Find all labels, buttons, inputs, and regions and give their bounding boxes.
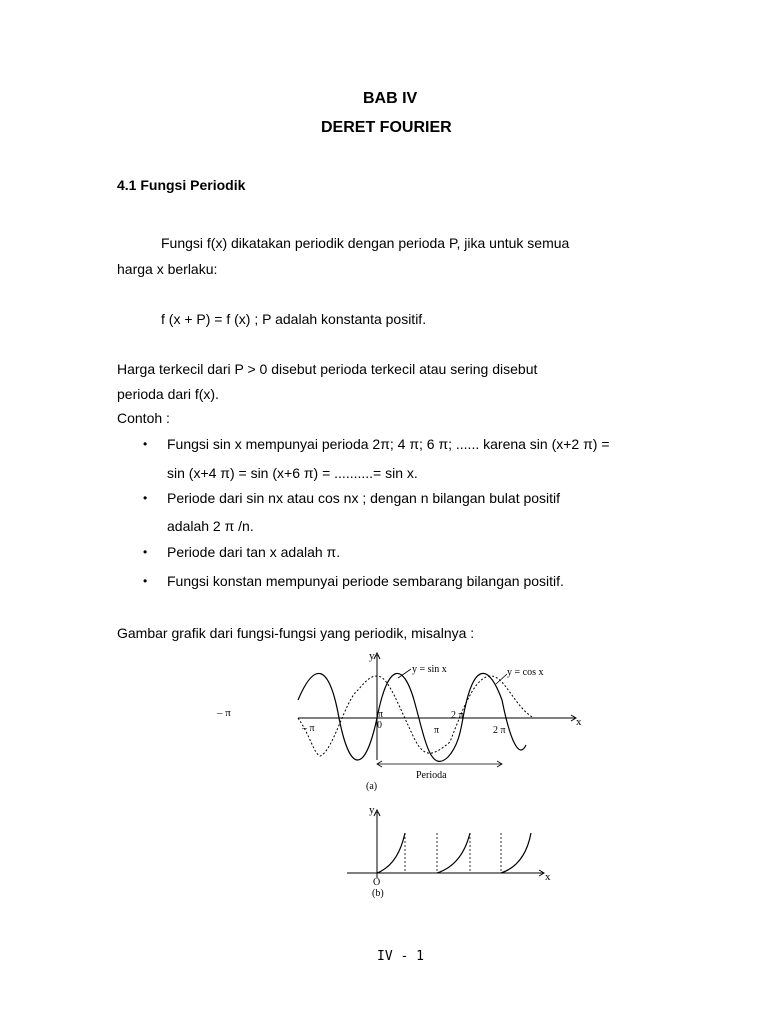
- bullet-2-line-1: Periode dari sin nx atau cos nx ; dengan n bilangan bulat positif: [167, 490, 561, 506]
- figure-a-x-label: x: [576, 716, 582, 728]
- sine-curve: [298, 673, 526, 761]
- periodic-formula: f (x + P) = f (x) ; P adalah konstanta positif.: [161, 311, 427, 327]
- paragraph-2-line-2: perioda dari f(x).: [117, 386, 219, 402]
- figure-b-curve-segment: [501, 833, 531, 873]
- figure-b-y-label: y: [369, 804, 375, 816]
- figure-b-curve-segment: [437, 833, 470, 873]
- two-pi-top-tick: 2 π: [451, 710, 464, 721]
- figure-a-y-label: y: [369, 650, 375, 662]
- pi-bottom-tick: π: [434, 725, 440, 736]
- bullet-icon: •: [143, 545, 148, 559]
- figure-b-caption: (b): [372, 888, 384, 899]
- sine-label: y = sin x: [412, 664, 447, 675]
- page-number: IV - 1: [377, 949, 424, 964]
- figure-b-origin: O: [373, 877, 381, 888]
- paragraph-1-line-1: Fungsi f(x) dikatakan periodik dengan perioda P, jika untuk semua: [161, 235, 570, 251]
- bullet-icon: •: [143, 574, 148, 588]
- bullet-1-line-1: Fungsi sin x mempunyai perioda 2π; 4 π; 6 π; ...... karena sin (x+2 π) =: [167, 436, 610, 452]
- bullet-icon: •: [143, 437, 148, 451]
- bullet-4-line-1: Fungsi konstan mempunyai periode sembarang bilangan positif.: [167, 573, 564, 589]
- cosine-label: y = cos x: [507, 667, 544, 678]
- chapter-title: DERET FOURIER: [321, 119, 452, 136]
- two-pi-bottom-tick: 2 π: [493, 725, 506, 736]
- figure-b-curve-segment: [377, 833, 405, 873]
- bullet-2-line-2: adalah 2 π /n.: [167, 518, 254, 534]
- paragraph-2-line-1: Harga terkecil dari P > 0 disebut perioda terkecil atau sering disebut: [117, 361, 538, 377]
- zero-tick: 0: [377, 720, 382, 731]
- bullet-1-line-2: sin (x+4 π) = sin (x+6 π) = ..........= sin x.: [167, 465, 418, 481]
- example-label: Contoh :: [117, 410, 170, 426]
- period-label: Perioda: [416, 770, 447, 781]
- figure-a-side-label: – π: [217, 707, 231, 719]
- cosine-label-pointer: [496, 674, 507, 684]
- section-heading: 4.1 Fungsi Periodik: [117, 177, 246, 193]
- graph-intro: Gambar grafik dari fungsi-fungsi yang periodik, misalnya :: [117, 625, 475, 641]
- figure-b-x-label: x: [545, 871, 551, 883]
- bullet-icon: •: [143, 491, 148, 505]
- paragraph-1-line-2: harga x berlaku:: [117, 261, 218, 277]
- bullet-3-line-1: Periode dari tan x adalah π.: [167, 544, 341, 560]
- neg-pi-tick: – π: [302, 723, 315, 734]
- cosine-curve: [298, 676, 534, 756]
- pi-top-tick: π: [378, 709, 384, 720]
- figure-a-caption: (a): [366, 781, 378, 792]
- chapter-label: BAB IV: [363, 90, 418, 107]
